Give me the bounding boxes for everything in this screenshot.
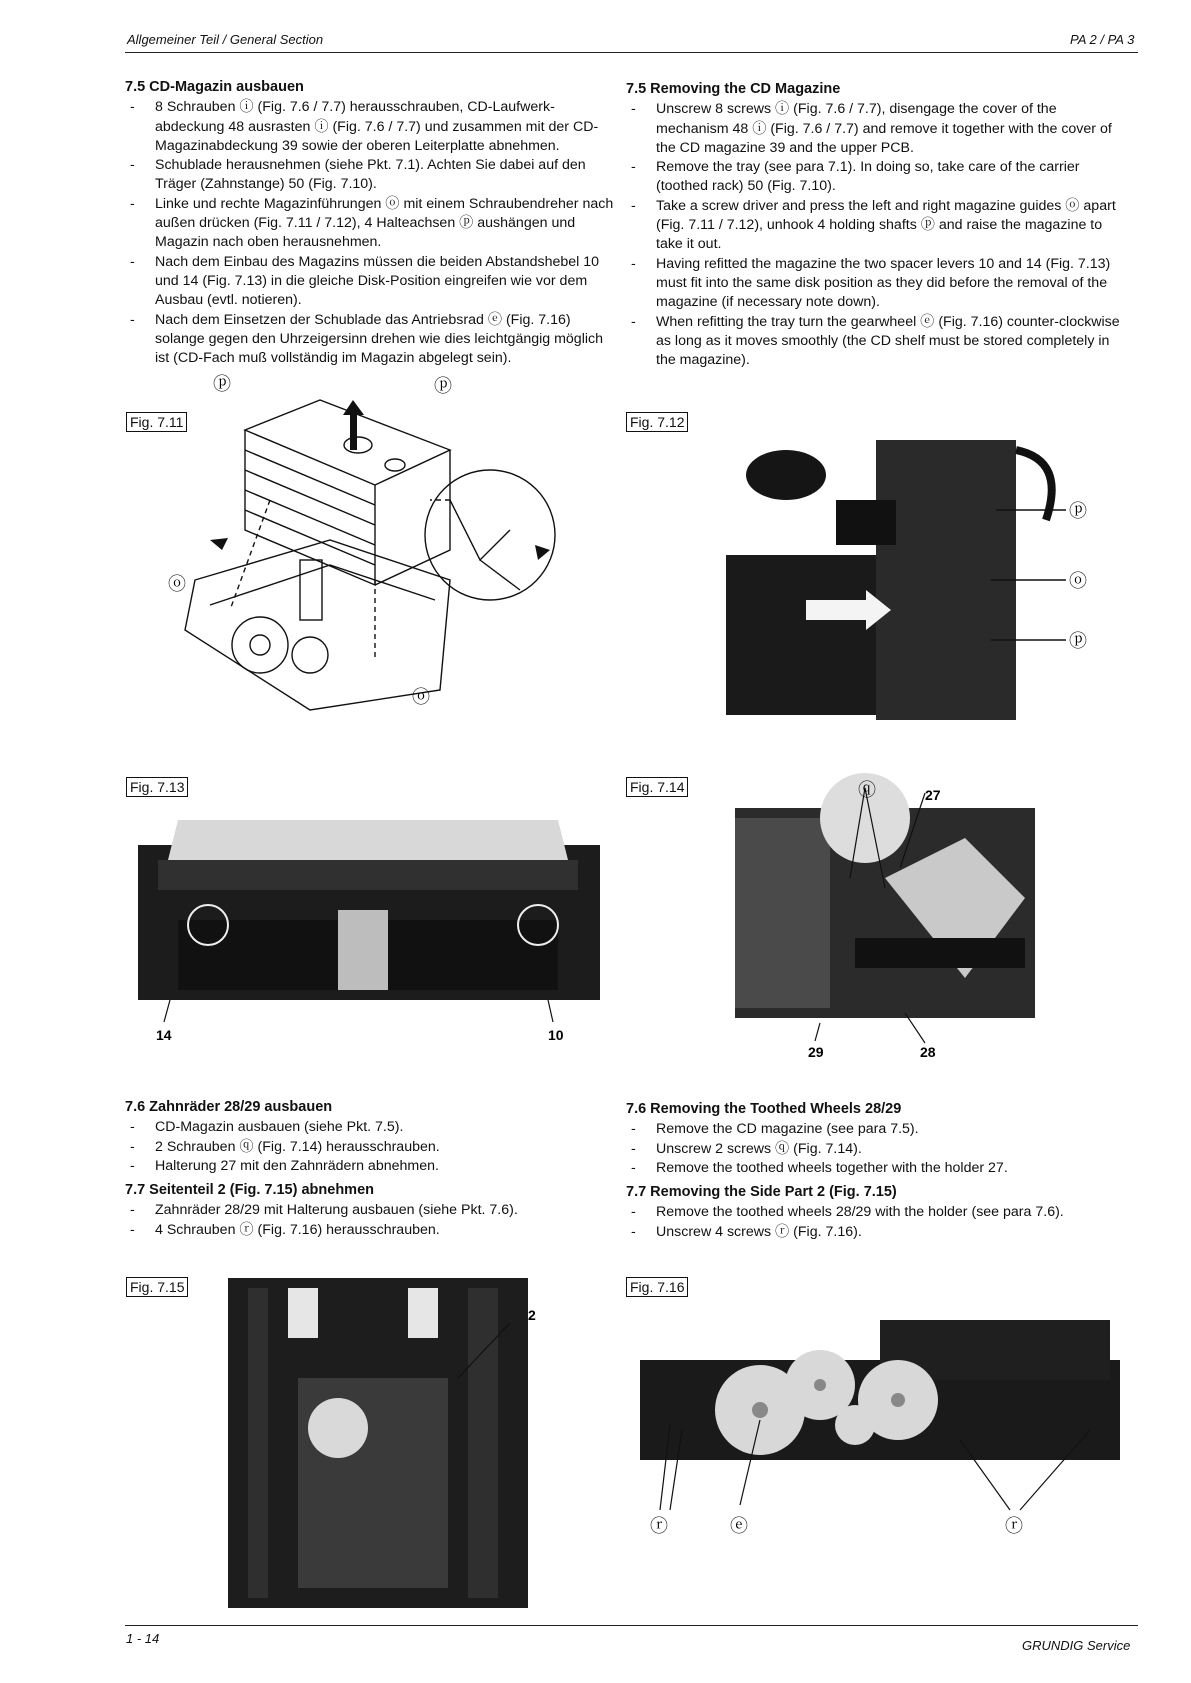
fig-7-14-photo bbox=[735, 778, 1075, 1058]
fig-7-11-label: Fig. 7.11 bbox=[126, 412, 187, 432]
right-7-7-title: 7.7 Removing the Side Part 2 (Fig. 7.15) bbox=[626, 1184, 897, 1201]
fig-7-15-photo bbox=[228, 1278, 558, 1608]
fig-7-14-label: Fig. 7.14 bbox=[626, 777, 688, 797]
fig-7-11-callout-p1: ⓟ bbox=[213, 374, 231, 395]
fig-7-11-callout-o1: ⓞ bbox=[168, 574, 186, 595]
list-item: - Remove the CD magazine (see para 7.5). bbox=[626, 1120, 1126, 1139]
list-item: - Remove the tray (see para 7.1). In doing so, take care of the carrier (toothed rack) 50 (Fig. 7.10). bbox=[626, 158, 1126, 197]
fig-7-12-callout-o: ⓞ bbox=[1069, 571, 1087, 592]
fig-7-13-callout-14: 14 bbox=[156, 1027, 172, 1043]
list-item: - Unscrew 2 screws ⓠ (Fig. 7.14). bbox=[626, 1140, 1126, 1159]
header-left: Allgemeiner Teil / General Section bbox=[127, 32, 324, 47]
fig-7-16-photo bbox=[640, 1320, 1130, 1580]
list-item: - Zahnräder 28/29 mit Halterung ausbauen (siehe Pkt. 7.6). bbox=[125, 1201, 620, 1220]
fig-7-12-label: Fig. 7.12 bbox=[626, 412, 688, 432]
fig-7-14-callout-q: ⓠ bbox=[858, 780, 876, 801]
left-7-7-title: 7.7 Seitenteil 2 (Fig. 7.15) abnehmen bbox=[125, 1182, 374, 1199]
list-item: - Unscrew 8 screws ⓘ (Fig. 7.6 / 7.7), disengage the cover of the mechanism 48 ⓘ (Fig. 7.6 / 7.7) and remove it together with the cover of the CD magazine 39 and the upper PCB. bbox=[626, 100, 1126, 158]
right-7-5-list bbox=[626, 100, 1126, 370]
list-item: - Take a screw driver and press the left and right magazine guides ⓞ apart (Fig. 7.11 / 7.12), unhook 4 holding shafts ⓟ and raise the magazine to take it out. bbox=[626, 197, 1126, 255]
fig-7-11-callout-o2: ⓞ bbox=[412, 687, 430, 708]
list-item: - 4 Schrauben ⓡ (Fig. 7.16) herausschrauben. bbox=[125, 1221, 620, 1240]
left-7-6-title: 7.6 Zahnräder 28/29 ausbauen bbox=[125, 1099, 333, 1115]
fig-7-11-callout-p2: ⓟ bbox=[434, 376, 452, 397]
fig-7-12-photo bbox=[726, 430, 1126, 720]
list-item: - Remove the toothed wheels 28/29 with the holder (see para 7.6). bbox=[626, 1203, 1126, 1222]
fig-7-13-callout-10: 10 bbox=[548, 1027, 564, 1043]
fig-7-16-callout-r2: ⓡ bbox=[1005, 1516, 1023, 1537]
right-7-6-title: 7.6 Removing the Toothed Wheels 28/29 bbox=[626, 1101, 902, 1117]
fig-7-15-callout-2: 2 bbox=[528, 1307, 536, 1323]
right-section-7-6-7-7 bbox=[626, 1100, 1126, 1242]
fig-7-16-label: Fig. 7.16 bbox=[626, 1277, 688, 1297]
right-7-5-title: 7.5 Removing the CD Magazine bbox=[626, 81, 841, 97]
fig-7-14-callout-27: 27 bbox=[925, 787, 941, 803]
left-section-7-6-7-7 bbox=[125, 1098, 620, 1240]
list-item: - 2 Schrauben ⓠ (Fig. 7.14) herausschrauben. bbox=[125, 1138, 620, 1157]
fig-7-12-callout-p1: ⓟ bbox=[1069, 501, 1087, 522]
right-7-6-list bbox=[626, 1120, 1126, 1178]
left-section-7-5 bbox=[125, 78, 620, 368]
fig-7-16-callout-e: ⓔ bbox=[730, 1516, 748, 1537]
list-item: - Nach dem Einsetzen der Schublade das Antriebsrad ⓔ (Fig. 7.16) solange gegen den Uhrzeigersinn drehen wie dies leichtgängig möglich ist (CD-Fach muß vollständig im Magazin abgelegt sein). bbox=[125, 311, 620, 369]
right-7-7-list bbox=[626, 1203, 1126, 1242]
list-item: - Halterung 27 mit den Zahnrädern abnehmen. bbox=[125, 1157, 620, 1176]
fig-7-11-drawing bbox=[150, 374, 600, 730]
list-item: - 8 Schrauben ⓘ (Fig. 7.6 / 7.7) herausschrauben, CD-Laufwerk-abdeckung 48 ausrasten ⓘ (Fig. 7.6 / 7.7) und zusammen mit der CD-Magazinabdeckung 39 sowie der oberen Leiterplatte abnehmen. bbox=[125, 98, 620, 156]
list-item: - Remove the toothed wheels together with the holder 27. bbox=[626, 1159, 1126, 1178]
fig-7-14-callout-29: 29 bbox=[808, 1044, 824, 1060]
footer-brand: GRUNDIG Service bbox=[1022, 1638, 1131, 1653]
fig-7-13-label: Fig. 7.13 bbox=[126, 777, 188, 797]
left-7-6-list bbox=[125, 1118, 620, 1176]
list-item: - Unscrew 4 screws ⓡ (Fig. 7.16). bbox=[626, 1223, 1126, 1242]
footer-rule bbox=[125, 1625, 1138, 1626]
footer-page-number: 1 - 14 bbox=[126, 1631, 160, 1646]
header-right: PA 2 / PA 3 bbox=[1070, 32, 1135, 47]
list-item: - Schublade herausnehmen (siehe Pkt. 7.1). Achten Sie dabei auf den Träger (Zahnstange) 50 (Fig. 7.10). bbox=[125, 156, 620, 195]
left-7-5-list bbox=[125, 98, 620, 368]
header-rule bbox=[125, 52, 1138, 53]
fig-7-12-callout-p2: ⓟ bbox=[1069, 631, 1087, 652]
fig-7-14-callout-28: 28 bbox=[920, 1044, 936, 1060]
left-7-5-title: 7.5 CD-Magazin ausbauen bbox=[125, 79, 304, 95]
list-item: - Linke und rechte Magazinführungen ⓞ mit einem Schraubendreher nach außen drücken (Fig. 7.11 / 7.12), 4 Halteachsen ⓟ aushängen und Magazin nach oben herausnehmen. bbox=[125, 195, 620, 253]
fig-7-15-label: Fig. 7.15 bbox=[126, 1277, 188, 1297]
fig-7-16-callout-r1: ⓡ bbox=[650, 1516, 668, 1537]
list-item: - Nach dem Einbau des Magazins müssen die beiden Abstandshebel 10 und 14 (Fig. 7.13) in die gleiche Disk-Position eingreifen wie vor dem Ausbau (evtl. notieren). bbox=[125, 253, 620, 311]
fig-7-13-photo bbox=[138, 800, 600, 1045]
list-item: - When refitting the tray turn the gearwheel ⓔ (Fig. 7.16) counter-clockwise as long as it moves smoothly (the CD shelf must be stored completely in the magazine). bbox=[626, 313, 1126, 371]
right-section-7-5 bbox=[626, 80, 1126, 370]
list-item: - CD-Magazin ausbauen (siehe Pkt. 7.5). bbox=[125, 1118, 620, 1137]
list-item: - Having refitted the magazine the two spacer levers 10 and 14 (Fig. 7.13) must fit into the same disk position as they did before the removal of the magazine (if necessary note down). bbox=[626, 255, 1126, 313]
left-7-7-list bbox=[125, 1201, 620, 1240]
